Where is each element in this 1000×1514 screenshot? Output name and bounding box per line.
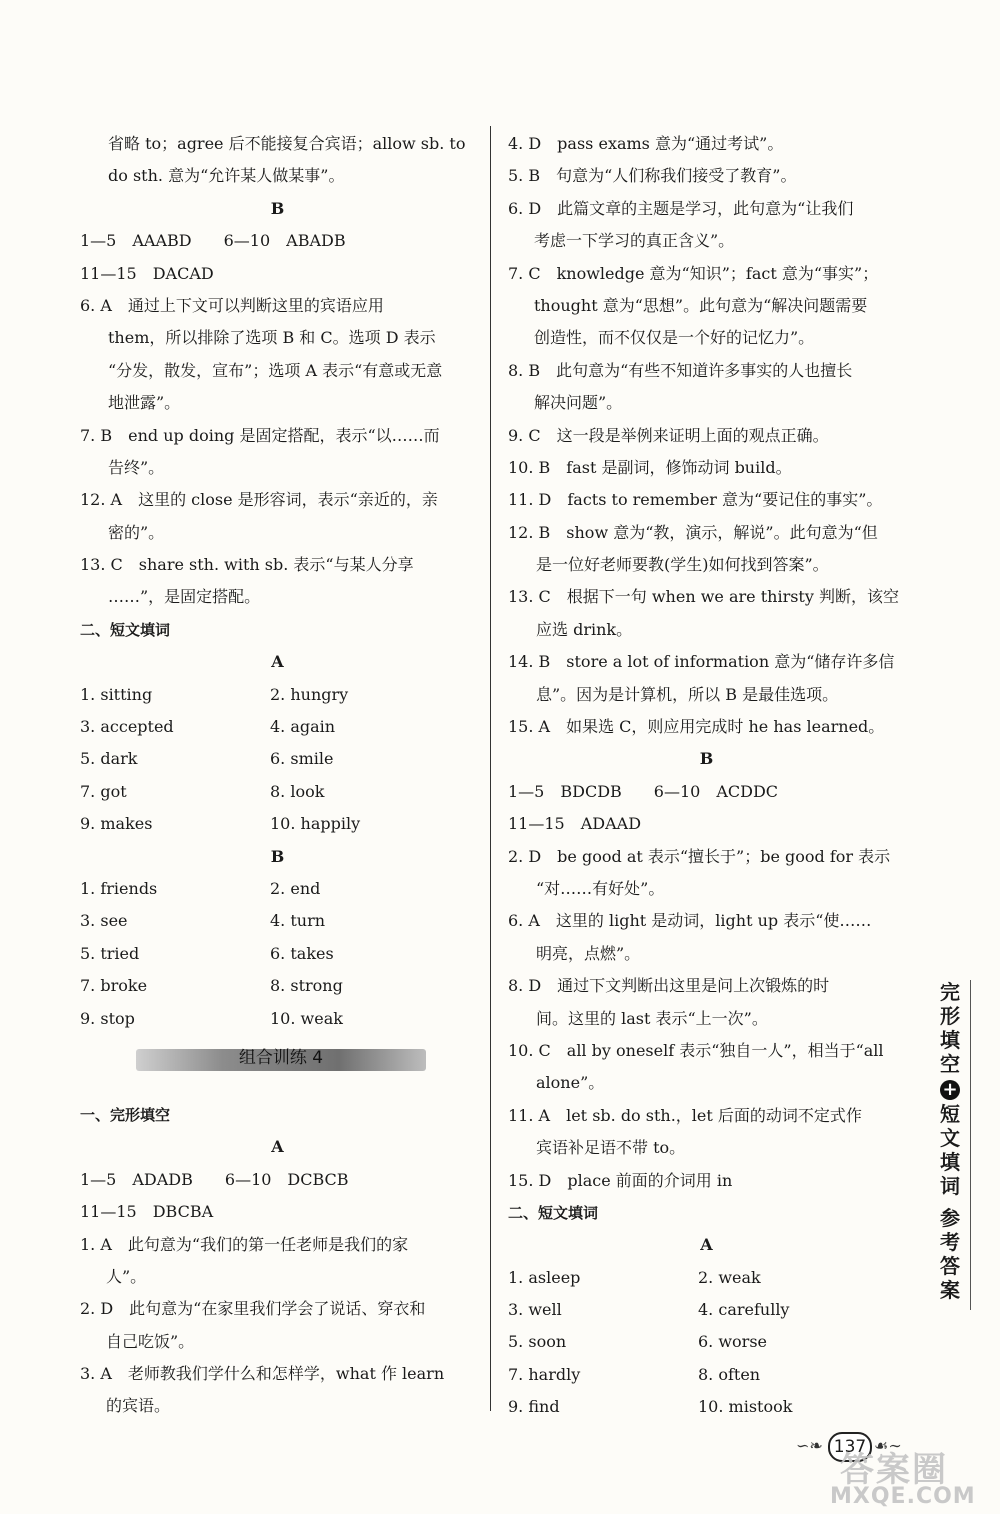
answer-item: 9. makes — [80, 814, 153, 834]
text-line: thought 意为“思想”。此句意为“解决问题需要 — [534, 295, 868, 315]
text-line: 2. D be good at 表示“擅长于”；be good for 表示 — [508, 846, 891, 866]
side-tab — [935, 980, 965, 1312]
answer-item: 9. find — [508, 1397, 560, 1417]
answer-item: 3. see — [80, 911, 128, 931]
answer-item: 4. turn — [270, 911, 326, 931]
answer-item: 8. often — [698, 1364, 761, 1384]
text-line: A — [271, 1137, 284, 1157]
text-line: 是一位好老师要教(学生)如何找到答案”。 — [536, 555, 829, 575]
right-text-block — [508, 128, 905, 1262]
text-line: “分发，散发，宣布”；选项 A 表示“有意或无意 — [108, 360, 443, 380]
answer-item: 7. hardly — [508, 1364, 581, 1384]
left-text-block — [80, 128, 475, 679]
side-tab-fill: 短文填词 — [940, 1102, 960, 1198]
answer-item: 4. again — [270, 717, 336, 737]
answer-item: 1. friends — [80, 878, 158, 898]
text-line: 12. A 这里的 close 是形容词，表示“亲近的，亲 — [80, 490, 438, 510]
flourish-left-icon: ∽❧ — [796, 1436, 823, 1455]
text-line: 12. B show 意为“教，演示，解说”。此句意为“但 — [508, 522, 878, 542]
answer-item: 3. well — [508, 1300, 562, 1320]
plus-icon: + — [940, 1080, 960, 1100]
text-line: 息”。因为是计算机，所以 B 是最佳选项。 — [536, 684, 839, 704]
side-tab-cloze: 完形填空 — [940, 980, 960, 1076]
answer-item: 1. asleep — [508, 1267, 581, 1287]
text-line: 解决问题”。 — [534, 393, 623, 413]
text-line: 宾语补足语不带 to。 — [536, 1138, 686, 1158]
text-line: 8. D 通过下文判断出这里是问上次锻炼的时 — [508, 976, 830, 996]
text-line: 1. A 此句意为“我们的第一任老师是我们的家 — [80, 1234, 409, 1254]
watermark-logo-text: 答案圈 — [840, 1450, 948, 1490]
text-line: 10. C all by oneself 表示“独自一人”，相当于“all — [508, 1040, 884, 1060]
text-line: 6. A 这里的 light 是动词，light up 表示“使…… — [508, 911, 872, 931]
flourish-right-icon: ☙∼ — [874, 1436, 902, 1455]
text-line: 1—5 ADADB 6—10 DCBCB — [80, 1169, 349, 1189]
text-line: 间。这里的 last 表示“上一次”。 — [536, 1008, 768, 1028]
answer-item: 10. happily — [270, 814, 361, 834]
text-line: 11. D facts to remember 意为“要记住的事实”。 — [508, 490, 883, 510]
text-line: 二、短文填词 — [80, 620, 171, 639]
text-line: 11—15 DBCBA — [80, 1202, 214, 1222]
answer-item: 2. hungry — [270, 684, 349, 704]
text-line: 3. A 老师教我们学什么和怎样学，what 作 learn — [80, 1364, 445, 1384]
text-line: 省略 to；agree 后不能接复合宾语；allow sb. to — [108, 134, 466, 153]
text-line: 4. D pass exams 意为“通过考试”。 — [508, 134, 784, 153]
text-line: 6. A 通过上下文可以判断这里的宾语应用 — [80, 295, 384, 315]
text-line: 应选 drink。 — [536, 619, 633, 639]
text-line: 15. A 如果选 C，则应用完成时 he has learned。 — [508, 717, 885, 737]
answer-item: 10. mistook — [698, 1397, 793, 1417]
text-line: 密的”。 — [108, 522, 165, 542]
text-line: 二、短文填词 — [508, 1203, 599, 1222]
text-line: “对……有好处”。 — [536, 878, 665, 898]
left-column — [80, 128, 475, 1423]
answer-item: 6. smile — [270, 749, 334, 769]
answer-item: 2. end — [270, 878, 321, 898]
answer-item: 8. look — [270, 781, 325, 801]
text-line: 7. C knowledge 意为“知识”；fact 意为“事实”； — [508, 263, 879, 283]
left-answer-grid-b — [80, 873, 475, 1035]
answer-item: 7. got — [80, 781, 127, 801]
answer-item: 1. sitting — [80, 684, 153, 704]
text-line: 地泄露”。 — [108, 393, 181, 413]
left-answer-grid-a — [80, 679, 475, 841]
answer-item: 6. takes — [270, 943, 334, 963]
text-line: A — [700, 1235, 713, 1255]
text-line: 明亮，点燃”。 — [536, 943, 641, 963]
text-line: 13. C share sth. with sb. 表示“与某人分享 — [80, 555, 414, 575]
answer-item: 6. worse — [698, 1332, 768, 1352]
text-line: 一、完形填空 — [80, 1105, 171, 1124]
text-line: 11—15 DACAD — [80, 263, 214, 283]
answer-item: 8. strong — [270, 976, 343, 996]
text-line: B — [699, 749, 714, 769]
side-tab-answers: 参考答案 — [940, 1206, 960, 1302]
text-line: 告终”。 — [108, 457, 165, 477]
right-answer-grid-a — [508, 1262, 905, 1424]
text-line: 1—5 AAABD 6—10 ABADB — [80, 231, 346, 251]
text-line: 6. D 此篇文章的主题是学习，此句意为“让我们 — [508, 198, 854, 218]
text-line: 考虑一下学习的真正含义”。 — [534, 231, 735, 251]
answer-item: 4. carefully — [698, 1300, 790, 1320]
text-line: 1—5 BDCDB 6—10 ACDDC — [508, 781, 779, 801]
page-number: 137 — [828, 1432, 872, 1462]
text-line: 11. A let sb. do sth.，let 后面的动词不定式作 — [508, 1105, 862, 1125]
text-line: 自己吃饭”。 — [106, 1331, 195, 1351]
answer-item: 10. weak — [270, 1008, 343, 1028]
text-line: 人”。 — [106, 1266, 147, 1286]
text-line: 5. B 句意为“人们称我们接受了教育”。 — [508, 166, 797, 186]
banner-bar — [136, 1049, 426, 1071]
text-line: 14. B store a lot of information 意为“储存许多信 — [508, 652, 895, 672]
answer-item: 2. weak — [698, 1267, 761, 1287]
text-line: alone”。 — [536, 1073, 605, 1093]
left-section-b-title: B — [270, 846, 285, 866]
text-line: 8. B 此句意为“有些不知道许多事实的人也擅长 — [508, 360, 853, 380]
answer-item: 7. broke — [80, 976, 148, 996]
text-line: do sth. 意为“允许某人做某事”。 — [108, 166, 345, 186]
answer-item: 3. accepted — [80, 717, 174, 737]
answer-item: 5. soon — [508, 1332, 567, 1352]
text-line: 7. B end up doing 是固定搭配，表示“以……而 — [80, 425, 440, 445]
text-line: 的宾语。 — [106, 1396, 171, 1416]
text-line: ……”，是固定搭配。 — [108, 587, 261, 607]
banner-title: 组合训练 4 — [238, 1047, 324, 1068]
answer-item: 5. dark — [80, 749, 138, 769]
left-text-block-2 — [80, 1099, 475, 1423]
watermark — [830, 1450, 995, 1510]
watermark-url: MXQE.COM — [830, 1484, 976, 1509]
text-line: 9. C 这一段是举例来证明上面的观点正确。 — [508, 425, 829, 445]
text-line: A — [271, 652, 284, 672]
section-banner — [80, 1035, 475, 1099]
text-line: them，所以排除了选项 B 和 C。选项 D 表示 — [108, 328, 436, 348]
answer-item: 9. stop — [80, 1008, 135, 1028]
answer-item: 5. tried — [80, 943, 140, 963]
text-line: B — [270, 198, 285, 218]
side-tab-rule — [970, 980, 971, 1310]
text-line: 10. B fast 是副词，修饰动词 build。 — [508, 457, 792, 477]
right-column — [508, 128, 905, 1424]
text-line: 13. C 根据下一句 when we are thirsty 判断，该空 — [508, 587, 899, 607]
text-line: 15. D place 前面的介词用 in — [508, 1170, 733, 1190]
text-line: 创造性，而不仅仅是一个好的记忆力”。 — [534, 328, 815, 348]
text-line: 11—15 ADAAD — [508, 814, 642, 834]
text-line: 2. D 此句意为“在家里我们学会了说话、穿衣和 — [80, 1299, 426, 1319]
column-divider — [490, 126, 491, 1411]
